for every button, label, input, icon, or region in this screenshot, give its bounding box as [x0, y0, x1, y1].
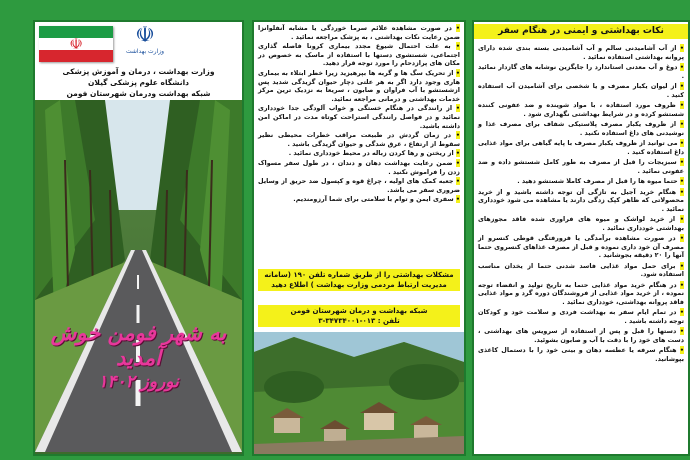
title-line-ministry: وزارت بهداشت ، درمان و آموزش پزشکی — [62, 67, 215, 76]
tip-item: • در هنگام خرید مواد غذایی حتما به تاریخ تولید و انقضاء توجه نموده ، از خرید مواد غذایی از فروشندگان دوره گرد و مواد غذایی فاقد پروانه بهداشتی، خودداری نمائید . — [478, 280, 684, 306]
title-line-university: دانشگاه علوم پزشکی گیلان — [87, 78, 189, 87]
tip-item: • از تحریک سگ ها و گربه ها بپرهیزید زیرا خطر ابتلاء به بیماری هاری وجود دارد اگر به هر علتی دچار حیوان گزیدگی شدید پس ازشستشو با آب فراوان و صابون ، سریعا به نزدیک ترین مرکز خدمات بهداشتی و درمانی مراجعه نمائید. — [258, 68, 460, 103]
tree-lined-road-photo — [35, 100, 242, 454]
tip-item: • از خرید لواشک و میوه های فراوری شده فاقد مجوزهای بهداشتی خودداری نمائید . — [478, 215, 684, 232]
tip-item: • در زمان گردش در طبیعت مراقب خطرات محیطی نظیر سقوط از ارتفاع ، غرق شدگی و حیوان گزیدگی باشید . — [258, 131, 460, 148]
welcome-message: به شهر فومن خوش آمدید — [50, 320, 227, 370]
tip-item: • ظروف مورد استفاده ، با مواد شوینده و ضد عفونی کننده شستشو کرده و در شرایط بهداشتی نگهداری شود . — [478, 101, 684, 118]
tip-item: • دوغ و آب معدنی استاندارد را جایگزین نوشابه های گازدار نمائید . — [478, 63, 684, 80]
tip-item: • سبزیجات را قبل از مصرف به طور کامل شستشو داده و ضد عفونی نمائید . — [478, 158, 684, 175]
phone-label: تلفن : — [377, 317, 400, 325]
road-illustration — [35, 100, 242, 452]
tip-item: • از لیوان یکبار مصرف و یا شخصی برای آشامیدن آب استفاده کنید . — [478, 82, 684, 99]
tip-item: • از ظروف یکبار مصرف پلاستیکی شفاف برای مصرف غذا و نوشیدنی های داغ استفاده نکنید . — [478, 120, 684, 137]
tip-item: • از ریختن و رها کردن زباله در محیط خودداری نمائید . — [288, 149, 460, 158]
tip-item: • از رانندگی در هنگام خستگی و خواب آلودگی جدا خودداری نمائید و در فواصل رانندگی استراحت کوتاه مدت در اماکن امن داشته باشید. — [258, 104, 460, 130]
panel-title: نکات بهداشتی و ایمنی در هنگام سفر — [474, 24, 688, 39]
tip-item: • در تمام ایام سفر به بهداشت فردی و سلامت خود و کودکان توجه داشته باشید . — [478, 308, 684, 325]
tips-list — [258, 24, 460, 205]
header-logos — [39, 24, 238, 64]
cover-panel — [33, 20, 244, 456]
phone-number: ۰۱۳-۳۴۷۳۴۰۰۱-۳ — [318, 317, 376, 325]
network-name: شبکه بهداشت و درمان شهرستان فومن — [290, 307, 428, 315]
tip-item: • به علت احتمال شیوع مجدد بیماری کرونا فاصله گذاری اجتماعی، شستشوی دستها با استفاده از ماسک به خصوص در مکان های پرازدحام را مورد توجه قرار دهید. — [258, 42, 460, 68]
contact-box — [258, 305, 460, 327]
organization-title — [39, 66, 238, 99]
ministry-logo-caption: وزارت بهداشت — [125, 48, 165, 55]
tip-item: • از آب آشامیدنی سالم و آب آشامیدنی بسته بندی شده دارای پروانه بهداشتی استفاده نمائید . — [478, 44, 684, 61]
mountain-village-photo — [254, 332, 464, 454]
emblem-icon: ☫ — [69, 35, 83, 53]
nowruz-year: نوروز ۱۴۰۲ — [98, 372, 179, 392]
tip-item: • هنگام سرفه یا عطسه دهان و بینی خود را با دستمال کاغذی بپوشانید. — [478, 346, 684, 363]
ministry-of-health-logo — [125, 24, 165, 64]
ministry-emblem-icon: ☫ — [135, 23, 155, 48]
tip-item: • هنگام خرید آجیل به تازگی آن توجه داشته باشید و از خرید محصولاتی که ظاهر کپک زدگی دارند یا مشاهده می شود خودداری نمائید . — [478, 187, 684, 213]
tips-panel-continued — [252, 20, 466, 456]
title-line-network: شبکه بهداشت ودرمان شهرستان فومن — [66, 89, 211, 98]
tip-item: • ضمن رعایت بهداشت دهان و دندان ، در طول سفر مسواک زدن را فراموش نکنید . — [258, 158, 460, 176]
tip-item: • دستها را قبل و پس از استفاده از سرویس های بهداشتی ، دست های خود را با دقت با آب و صابون بشوئید. — [478, 327, 684, 344]
tip-item: • حتما میوه ها را قبل از مصرف کاملا شستشو دهید . — [517, 177, 684, 185]
iran-flag-image — [39, 26, 113, 62]
hotline-notice: مشکلات بهداشتی را از طریق شماره تلفن ۱۹۰ (سامانه مدیریت ارتباط مردمی وزارت بهداشت ) اطلاع دهید — [258, 269, 460, 291]
tip-item: • جعبه کمک های اولیه ، چراغ قوه و کپسول ضد حریق از وسایل ضروری سفر می باشد. — [258, 177, 460, 194]
tips-list — [478, 44, 684, 365]
tip-item: • در صورت مشاهده علائم سرما خوردگی یا مشابه آنفلوانزا ضمن رعایت نکات بهداشتی ، به پزشک مراجعه نمائید . — [258, 24, 460, 41]
tip-item: • در صورت مشاهده برآمدگی یا فرورفتگی قوطی کنسرو از مصرف آن خود داری نموده و قبل از مصرف غذاهای کنسروی حتما آنها را ۲۰ دقیقه بجوشانید . — [478, 234, 684, 259]
phone-line — [260, 316, 458, 326]
tip-item: • می توانید از ظروف یکبار مصرف با پایه گیاهی برای مواد غذایی داغ استفاده کنید . — [478, 139, 684, 156]
village-illustration — [254, 332, 464, 454]
travel-tips-panel — [472, 20, 690, 456]
tip-item: • برای حمل مواد غذایی فاسد شدنی حتما از یخدان مناسب استفاده شود. — [478, 261, 684, 278]
tip-item: • سفری ایمن و توام با سلامتی برای شما آرزومندیم. — [293, 195, 460, 204]
